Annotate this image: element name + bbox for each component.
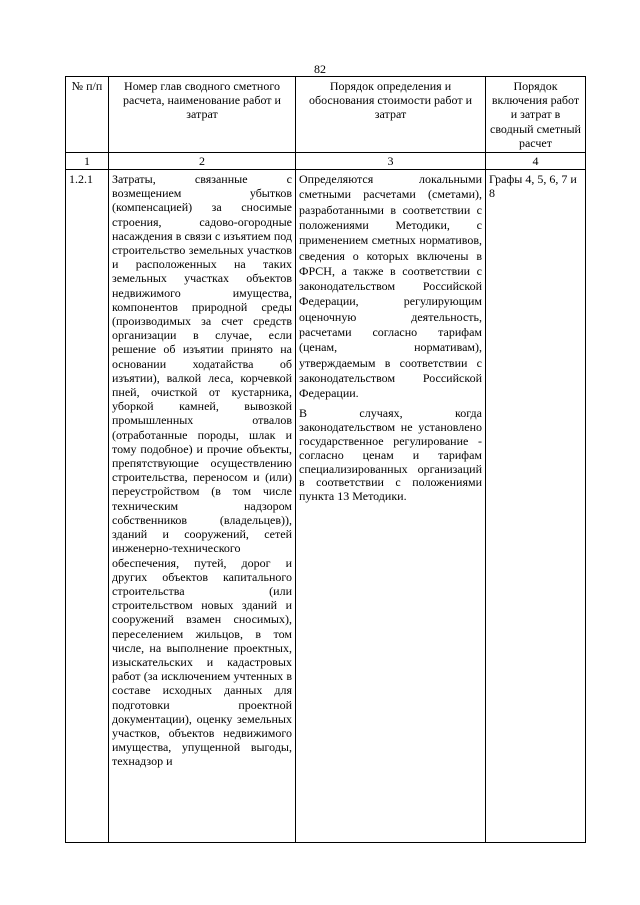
header-determination: Порядок определения и обоснования стоимости работ и затрат <box>296 77 486 153</box>
row-description: Затраты, связанные с возмещением убытков (компенсацией) за сносимые строения, садово-огородные насаждения в связи с изъятием под строительство земельных участков и расположенных на таких земельных участках объектов недвижимого имущества, компонентов природной среды (производимых за счет средств организации в случае, если решение об изъятии принято на основании ходатайства об изъятии), валкой леса, корчевкой пней, очисткой от кустарника, уборкой камней, вывозкой промышленных отвалов (отработанные породы, шлак и тому подобное) и прочие объекты, препятствующие осуществлению строительства, переносом и (или) переустройством (в том числе техническим надзором собственников (владельцев)), зданий и сооружений, сетей инженерно-технического обеспечения, путей, дорог и других объектов капитального строительства (или строительством новых зданий и сооружений взамен сносимых), переселением жильцов, в том числе, на выполнение проектных, изыскательских и кадастровых работ (за исключением учтенных в составе исходных данных для подготовки проектной документации), оценку земельных участков, объектов недвижимого имущества, упущенной выгоды, технадзор и <box>109 170 296 843</box>
row-determination <box>296 170 486 843</box>
column-number-4: 4 <box>486 153 586 170</box>
table-row <box>66 170 586 843</box>
cost-table <box>65 76 586 843</box>
header-inclusion: Порядок включения работ и затрат в сводный сметный расчет <box>486 77 586 153</box>
column-number-1: 1 <box>66 153 109 170</box>
table-header-row <box>66 77 586 153</box>
header-description: Номер глав сводного сметного расчета, наименование работ и затрат <box>109 77 296 153</box>
page-number: 82 <box>314 62 326 76</box>
determination-paragraph-2: В случаях, когда законодательством не установлено государственное регулирование - согласно ценам и тарифам специализированных организаций в соответствии с положениями пункта 13 Методики. <box>299 406 482 504</box>
row-number: 1.2.1 <box>66 170 109 843</box>
header-number: № п/п <box>66 77 109 153</box>
determination-paragraph-1: Определяются локальными сметными расчетами (сметами), разработанными в соответствии с положениями Методики, с применением сметных нормативов, сведения о которых включены в ФРСН, а также в соответствии с законодательством Российской Федерации, регулирующим оценочную деятельность, расчетами согласно тарифам (ценам, нормативам), утверждаемым в соответствии с законодательством Российской Федерации. <box>299 172 482 401</box>
column-number-3: 3 <box>296 153 486 170</box>
column-number-2: 2 <box>109 153 296 170</box>
row-inclusion: Графы 4, 5, 6, 7 и 8 <box>486 170 586 843</box>
column-number-row <box>66 153 586 170</box>
